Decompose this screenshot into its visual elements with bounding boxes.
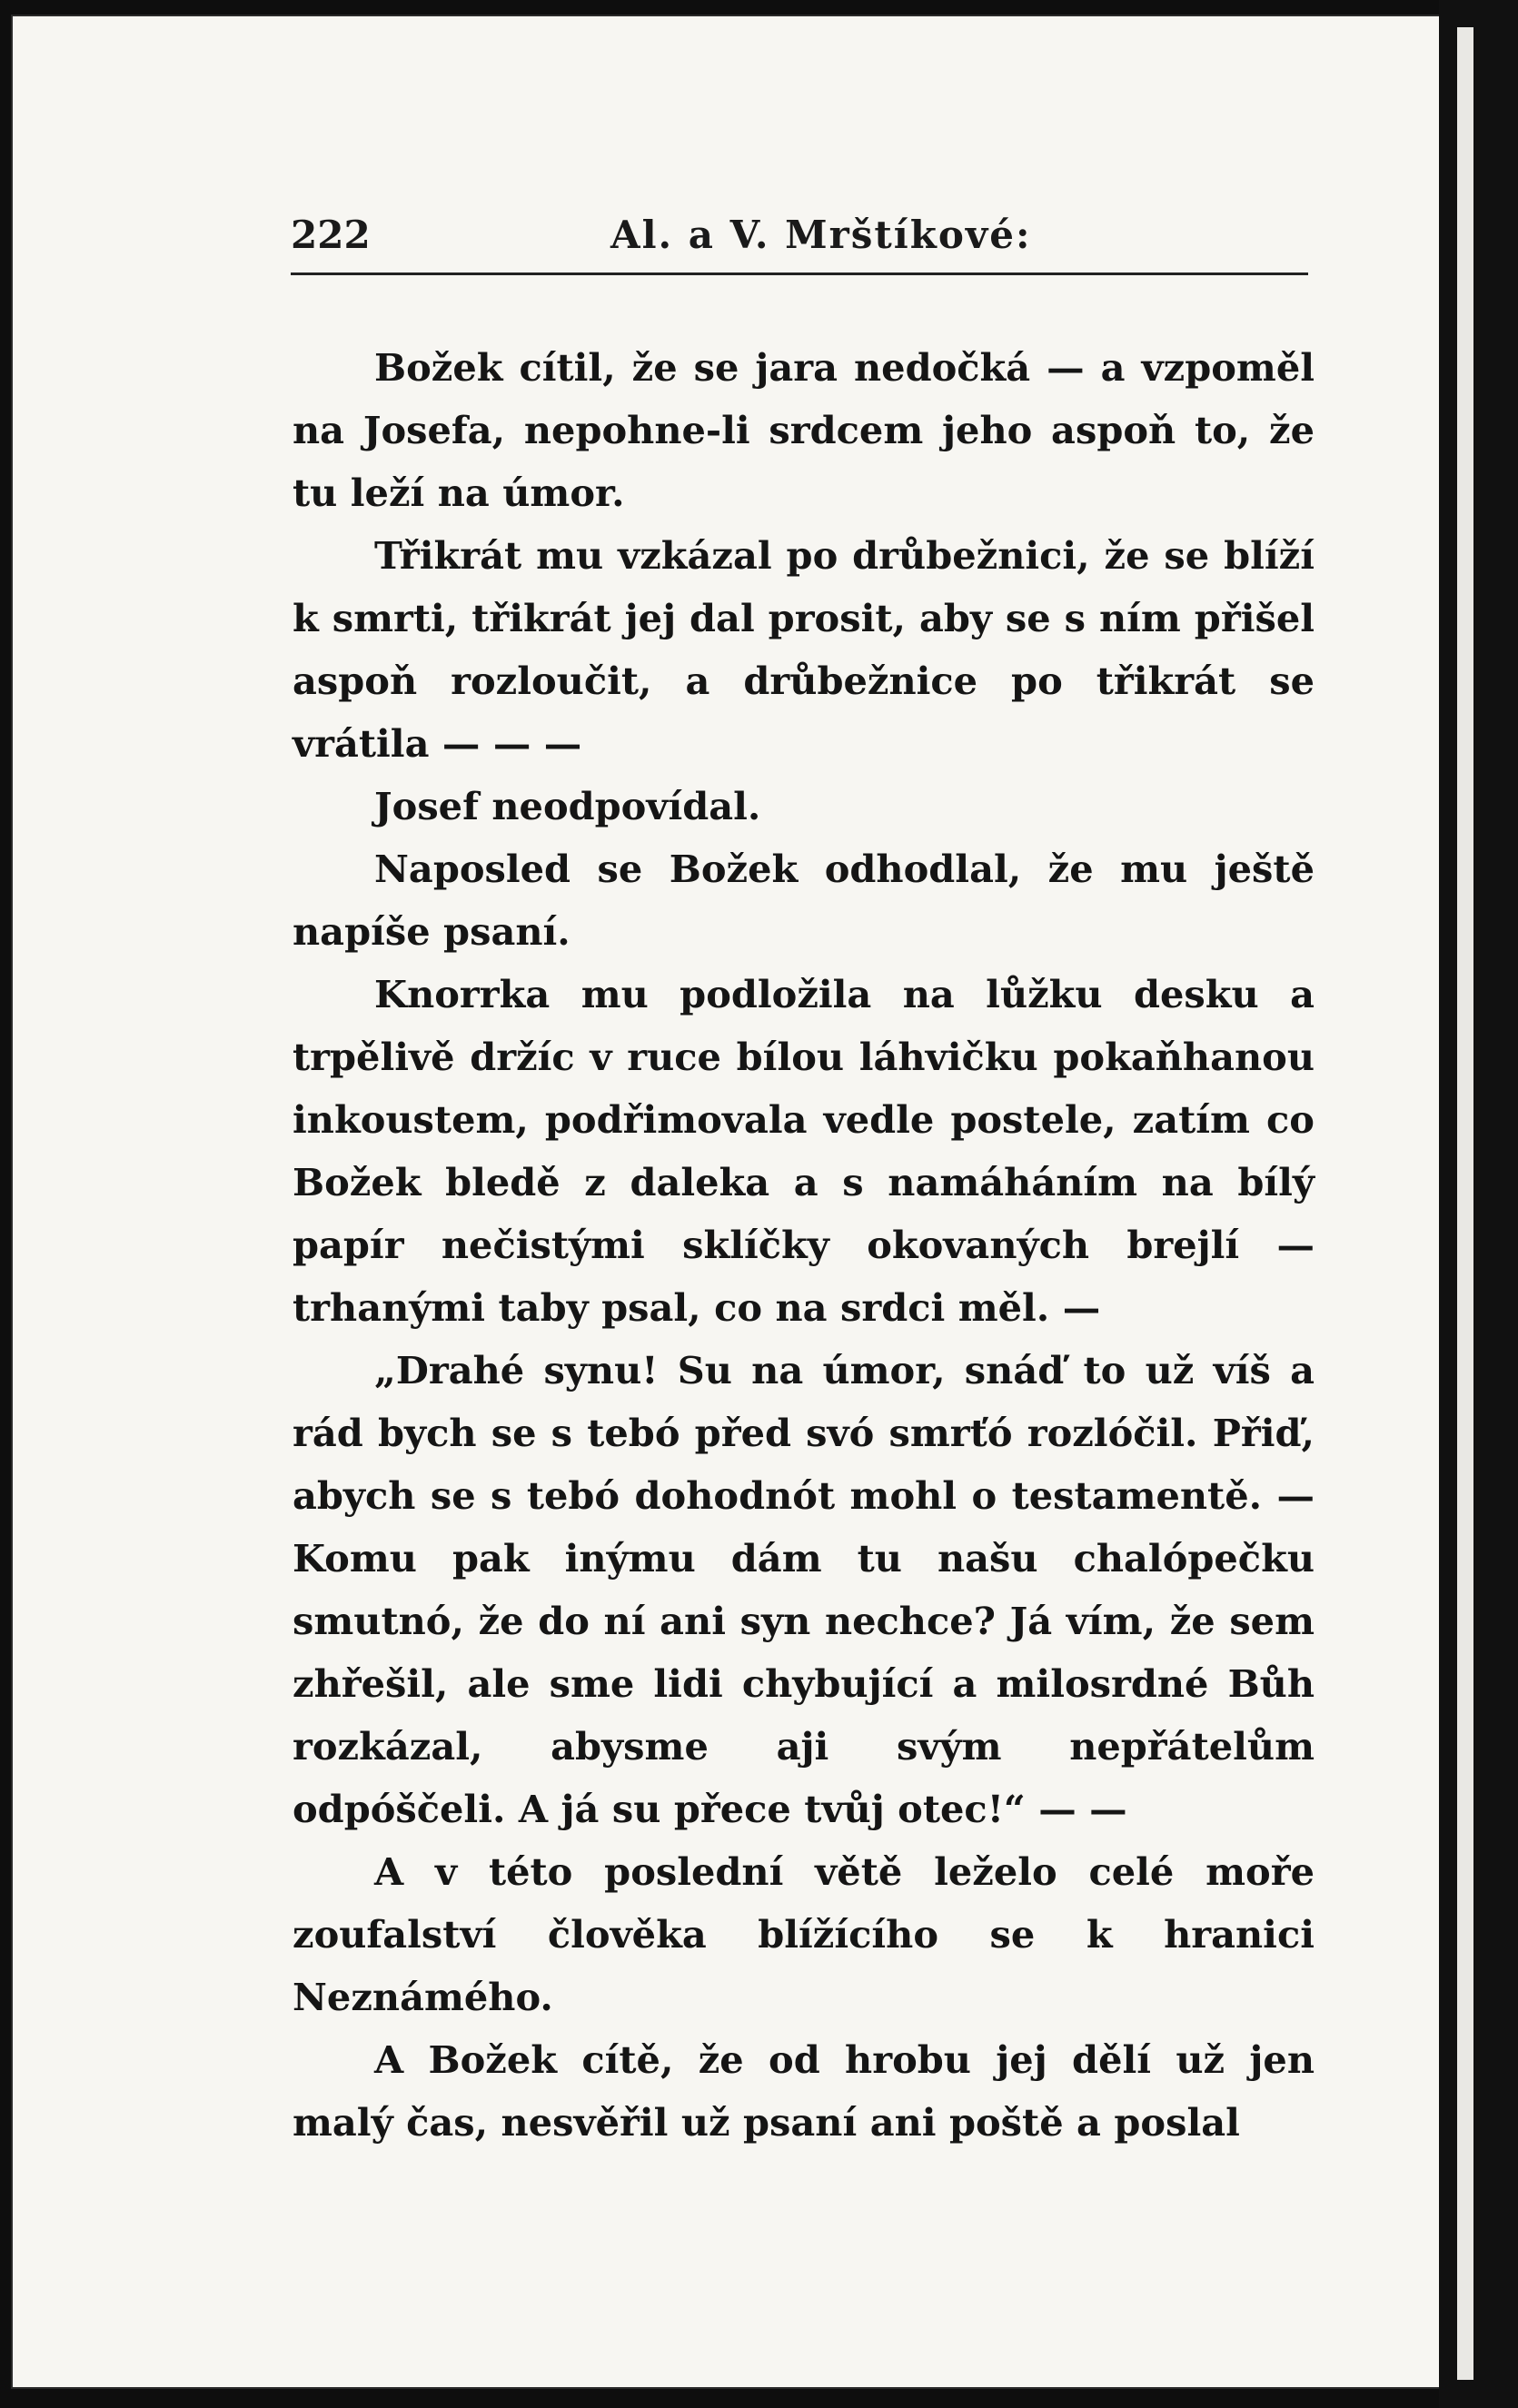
book-spine — [1439, 0, 1518, 2408]
paragraph: A Božek cítě, že od hrobu jej dělí už jen malý čas, nesvěřil už psaní ani poště a poslal — [293, 2037, 1315, 2145]
paragraph: Třikrát mu vzkázal po drůbežnici, že se blíží k smrti, třikrát jej dal prosit, aby se s ním přišel aspoň rozloučit, a drůbežnice po třikrát se vrátila — — — — [293, 533, 1315, 766]
spine-edge — [1457, 27, 1473, 2380]
page-header — [291, 207, 1308, 271]
paragraph: Knorrka mu podložila na lůžku desku a trpělivě držíc v ruce bílou láhvičku pokaňhanou inkoustem, podřimovala vedle postele, zatím co Božek bledě z daleka a s namáháním na bílý papír nečistými sklíčky okovaných brejlí — trhanými taby psal, co na srdci měl. — — [293, 972, 1315, 1330]
header-rule — [291, 273, 1308, 275]
paragraph: Josef neodpovídal. — [374, 784, 761, 828]
paragraph: „Drahé synu! Su na úmor, snáď to už víš a rád bych se s tebó před svó smrťó rozlóčil. Přiď, abych se s tebó dohodnót mohl o testamentě. — Komu pak inýmu dám tu našu chalópečku smutnó, že do ní ani syn nechce? Já vím, že sem zhřešil, ale sme lidi chybující a milosrdné Bůh rozkázal, abysme aji svým nepřátelům odpóščeli. A já su přece tvůj otec!“ — — — [293, 1348, 1315, 1831]
page-number: 222 — [291, 213, 371, 257]
running-head: Al. a V. Mrštíkové: — [610, 213, 1032, 257]
paragraph: A v této poslední větě leželo celé moře zoufalství člověka blížícího se k hranici Neznámého. — [293, 1849, 1315, 2019]
paragraph: Naposled se Božek odhodlal, že mu ještě napíše psaní. — [293, 847, 1315, 954]
paragraph: Božek cítil, že se jara nedočká — a vzpoměl na Josefa, nepohne-li srdcem jeho aspoň to, že tu leží na úmor. — [293, 345, 1315, 515]
body-text — [293, 336, 1315, 2154]
